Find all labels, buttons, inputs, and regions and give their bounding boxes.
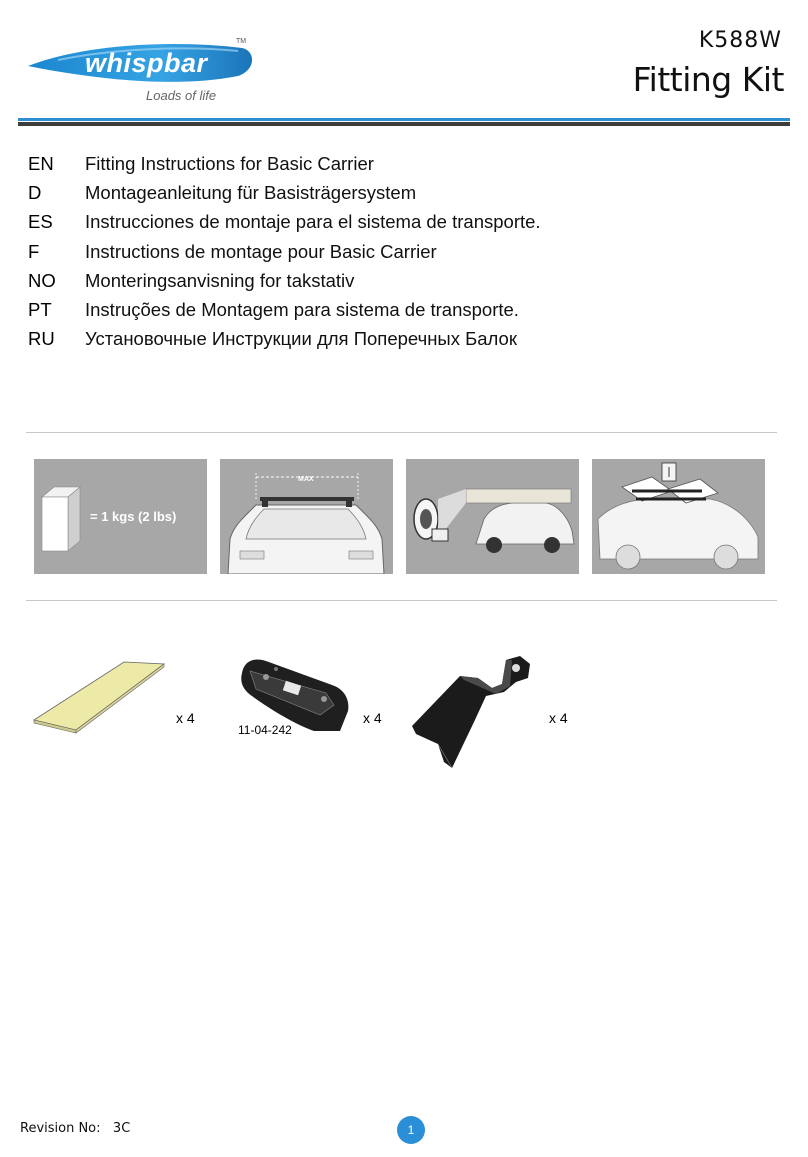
lang-code: EN: [28, 152, 54, 174]
page-title: Fitting Kit: [632, 60, 784, 99]
svg-text:TM: TM: [236, 38, 247, 45]
tape-measure-icon: [406, 459, 579, 574]
lang-row-en: [28, 149, 768, 178]
foot-quantity: x 4: [363, 710, 382, 726]
lang-code: D: [28, 181, 42, 203]
panel-tape-measure: [406, 459, 579, 574]
lang-row-pt: [28, 295, 768, 324]
lang-code: ES: [28, 211, 53, 233]
lang-code: RU: [28, 328, 55, 350]
lang-row-d: [28, 178, 768, 207]
part-number: 11-04-242: [238, 723, 292, 737]
lang-text: Fitting Instructions for Basic Carrier: [85, 152, 374, 174]
lang-row-no: [28, 266, 768, 295]
pad-icon: [32, 658, 167, 734]
brand-name: whispbar: [85, 48, 208, 78]
lang-code: NO: [28, 269, 56, 291]
header-rule: [18, 118, 790, 126]
car-front-icon: [220, 459, 393, 574]
lang-text: Montageanleitung für Basisträgersystem: [85, 181, 417, 203]
page-number: 1: [397, 1116, 425, 1144]
lang-text: Instrucciones de montaje para el sistema de transporte.: [85, 211, 541, 233]
lang-code: PT: [28, 299, 52, 321]
lang-text: Instructions de montage pour Basic Carrier: [85, 240, 437, 262]
lang-text: Instruções de Montagem para sistema de transporte.: [85, 299, 519, 321]
lang-row-f: [28, 237, 768, 266]
panel-car-roof: [592, 459, 765, 574]
car-roof-icon: [592, 459, 765, 574]
brand-tagline: Loads of life: [146, 88, 217, 103]
divider-top: [26, 432, 777, 433]
revision-number: Revision No: 3C: [20, 1121, 131, 1136]
lang-code: F: [28, 240, 40, 262]
pad-quantity: x 4: [176, 710, 195, 726]
model-number: K588W: [698, 28, 782, 53]
lang-row-ru: [28, 325, 768, 354]
lang-row-es: [28, 208, 768, 237]
lang-text: Monteringsanvisning for takstativ: [85, 269, 355, 291]
language-list: [28, 149, 768, 354]
max-label: MAX: [298, 476, 314, 483]
divider-bottom: [26, 600, 777, 601]
bracket-quantity: x 4: [549, 710, 568, 726]
lang-text: Установочные Инструкции для Поперечных Балок: [85, 328, 517, 350]
panel-car-front: [220, 459, 393, 574]
bracket-icon: [408, 652, 534, 772]
foot-icon: [236, 655, 354, 733]
weight-label: = 1 kgs (2 lbs): [90, 509, 177, 524]
